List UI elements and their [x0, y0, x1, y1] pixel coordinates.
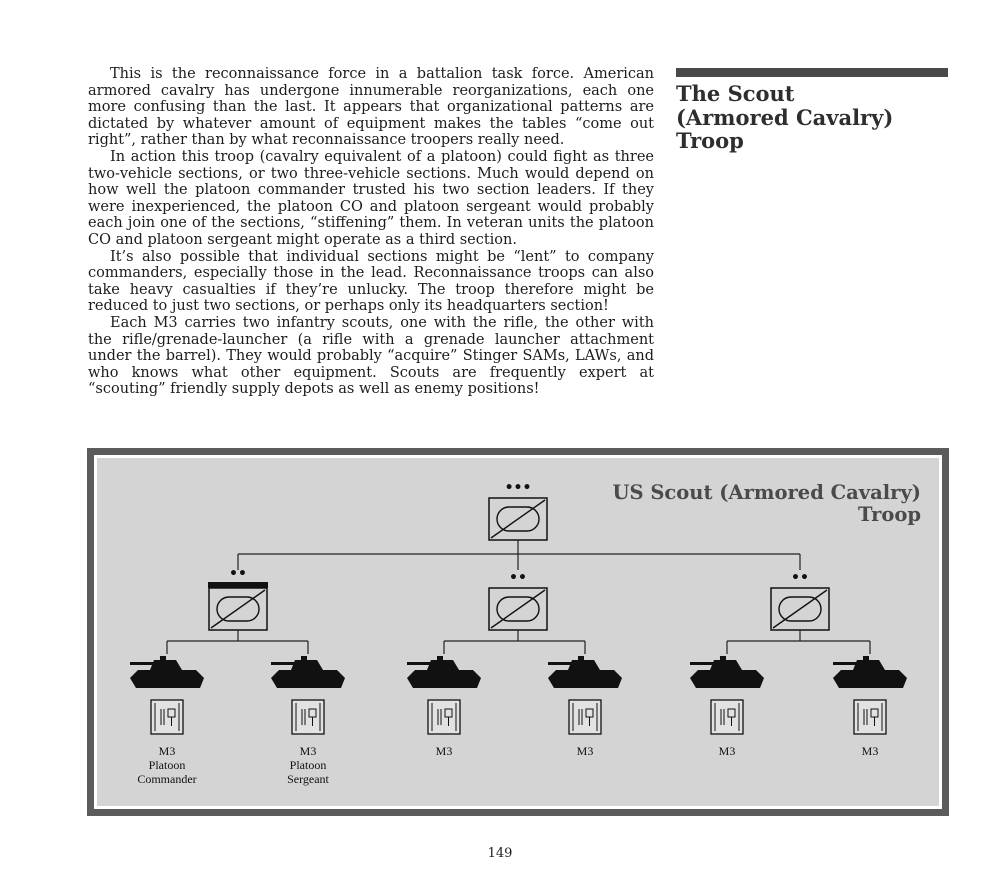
cavalry-slash	[491, 590, 545, 628]
section-title-line-3: Troop	[676, 128, 744, 153]
tank-hull	[271, 670, 345, 688]
tank-gun	[833, 662, 857, 665]
tank-hull	[690, 670, 764, 688]
tank-gun	[407, 662, 431, 665]
paragraph-4: Each M3 carries two infantry scouts, one with the rifle, the other with the rifle/grenade-launcher (a rifle with a grenade launcher attachment under the barrel). They would probably “acquire” Stinger SAMs, LAWs, and who knows what other equipment. Scouts are frequently expert at “scouting” friendly supply depots as well as enemy positions!	[88, 314, 654, 398]
scout-symbol-1	[151, 700, 183, 734]
vehicle-role-label: Commander	[137, 772, 197, 786]
scout-frame	[151, 700, 183, 734]
vehicle-label: M3	[718, 744, 736, 758]
vehicle-role-label: Platoon	[148, 758, 186, 772]
tank-hull	[130, 670, 204, 688]
tank-gun	[130, 662, 154, 665]
tank-hatch	[578, 656, 584, 661]
size-marker: ••	[509, 570, 527, 586]
section-3-symbol	[771, 570, 829, 630]
tank-hull	[548, 670, 622, 688]
org-chart-frame	[87, 448, 949, 816]
vehicle-label: M3	[435, 744, 453, 758]
paragraph-1: This is the reconnaissance force in a battalion task force. American armored cavalry has undergone innumerable reorganizations, each one more confusing than the last. It appears that organizational patterns are dictated by whatever amount of equipment makes the tables “come out right”, rather than by what reconnaissance troopers really need.	[88, 66, 654, 149]
vehicle-role-label: Platoon	[289, 758, 327, 772]
tank-turret	[427, 660, 459, 670]
org-chart-title-line-1: US Scout (Armored Cavalry)	[612, 481, 921, 504]
size-marker: ••	[229, 566, 247, 582]
paragraph-3: It’s also possible that individual sections might be “lent” to company commanders, especially those in the lead. Reconnaissance troops can also take heavy casualties if they’re unlucky. The troop therefore might be reduced to just two sections, or perhaps only its headquarters section!	[88, 248, 654, 315]
cavalry-slash	[211, 590, 265, 628]
tank-gun	[271, 662, 295, 665]
tank-turret	[150, 660, 182, 670]
cavalry-slash	[491, 500, 545, 538]
tank-hull	[833, 670, 907, 688]
size-marker: ••	[791, 570, 809, 586]
body-text	[88, 66, 654, 398]
scout-symbol-6	[854, 700, 886, 734]
section-title-line-1: The Scout	[676, 81, 795, 106]
section-2-symbol	[489, 570, 547, 630]
tank-hatch	[720, 656, 726, 661]
scout-frame	[569, 700, 601, 734]
troop-hq-symbol	[489, 480, 547, 540]
headquarters-bar	[208, 582, 268, 588]
vehicle-role-label: Sergeant	[287, 772, 329, 786]
tank-hatch	[160, 656, 166, 661]
tank-turret	[568, 660, 600, 670]
tank-hatch	[437, 656, 443, 661]
vehicle-label: M3	[158, 744, 176, 758]
scout-symbol-5	[711, 700, 743, 734]
page-number: 149	[487, 846, 513, 861]
tank-hull	[407, 670, 481, 688]
vehicle-label: M3	[861, 744, 879, 758]
section-1-symbol	[208, 566, 268, 630]
tank-gun	[548, 662, 572, 665]
scout-symbol-3	[428, 700, 460, 734]
section-title	[676, 82, 956, 153]
tank-turret	[853, 660, 885, 670]
scout-frame	[854, 700, 886, 734]
scout-frame	[292, 700, 324, 734]
org-chart-panel	[94, 455, 942, 809]
m3-vehicle-4	[548, 656, 622, 688]
section-header-bar	[676, 68, 948, 77]
m3-vehicle-6	[833, 656, 907, 688]
m3-vehicle-5	[690, 656, 764, 688]
scout-frame	[428, 700, 460, 734]
org-chart	[97, 458, 939, 806]
scout-frame	[711, 700, 743, 734]
section-title-line-2: (Armored Cavalry)	[676, 104, 894, 130]
tank-turret	[710, 660, 742, 670]
scout-symbol-4	[569, 700, 601, 734]
tank-hatch	[863, 656, 869, 661]
m3-vehicle-3	[407, 656, 481, 688]
scout-symbol-2	[292, 700, 324, 734]
tank-gun	[690, 662, 714, 665]
cavalry-slash	[773, 590, 827, 628]
org-chart-title-line-2: Troop	[857, 503, 921, 526]
paragraph-2: In action this troop (cavalry equivalent of a platoon) could fight as three two-vehicle sections, or two three-vehicle sections. Much would depend on how well the platoon commander trusted his two section leaders. If they were inexperienced, the platoon CO and platoon sergeant would probably each join one of the sections, “stiffening” them. In veteran units the platoon CO and platoon sergeant might operate as a third section.	[88, 148, 654, 248]
m3-vehicle-2	[271, 656, 345, 688]
m3-vehicle-1	[130, 656, 204, 688]
vehicle-label: M3	[576, 744, 594, 758]
tank-turret	[291, 660, 323, 670]
vehicle-label: M3	[299, 744, 317, 758]
size-marker: •••	[504, 480, 532, 496]
tank-hatch	[301, 656, 307, 661]
